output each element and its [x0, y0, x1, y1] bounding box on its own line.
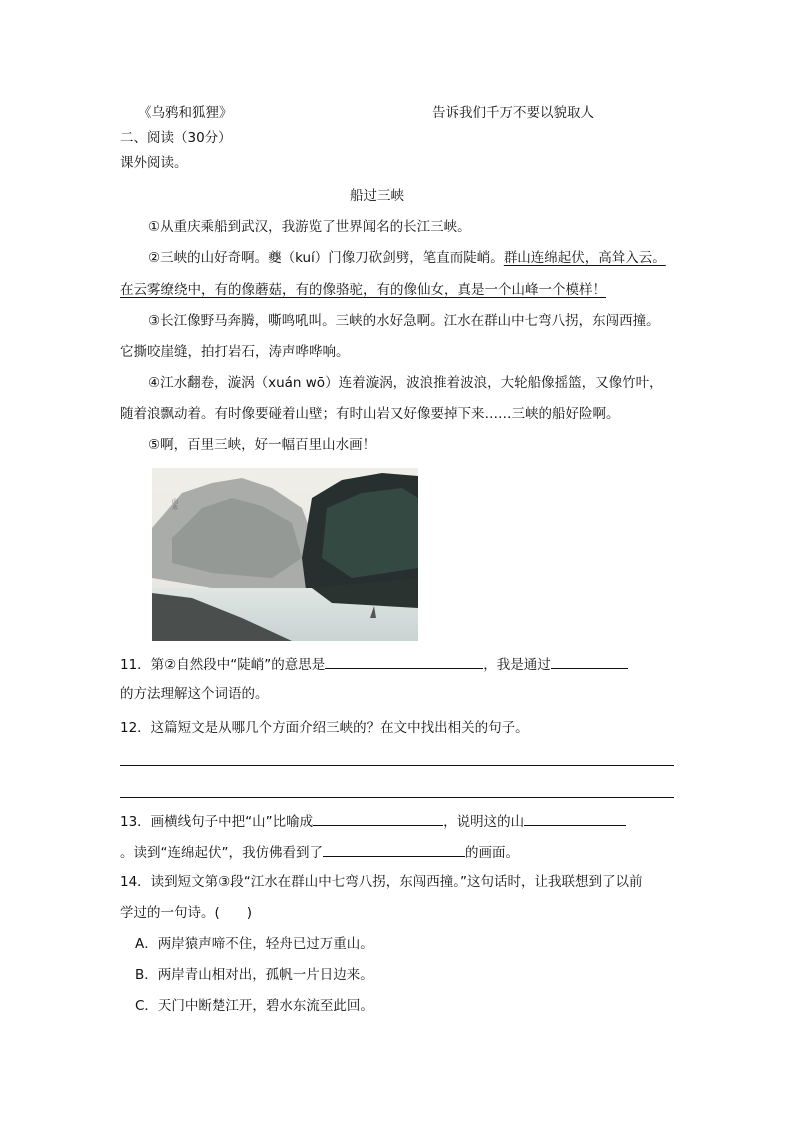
q13-answer-blank-3[interactable]: [323, 842, 465, 857]
paragraph-3-line-2: 它撕咬崖缝，拍打岩石，涛声哗哗响。: [120, 344, 350, 360]
svg-text:山水: 山水: [170, 498, 178, 510]
q13-answer-blank-1[interactable]: [313, 811, 443, 826]
q11-answer-blank-1[interactable]: [325, 654, 483, 669]
option-a[interactable]: A．两岸猿声啼不住，轻舟已过万重山。: [135, 936, 374, 952]
q11-text-b: ，我是通过: [483, 657, 551, 673]
q11-text-a: 11．第②自然段中“陡峭”的意思是: [120, 657, 326, 673]
three-gorges-painting: [152, 468, 418, 641]
article-title: 船过三峡: [350, 188, 404, 204]
answer-right: 告诉我们千万不要以貌取人: [432, 105, 594, 121]
q11-answer-blank-2[interactable]: [551, 654, 628, 669]
paragraph-1: ①从重庆乘船到武汉，我游览了世界闻名的长江三峡。: [148, 219, 471, 235]
p2-underlined-b: 在云雾缭绕中，有的像蘑菇，有的像骆驼，有的像仙女，真是一个山峰一个模样！: [120, 282, 606, 298]
paragraph-4-line-2: 随着浪飘动着。有时像要碰着山壁；有时山岩又好像要掉下来……三峡的船好险啊。: [120, 406, 620, 422]
p2-underlined-a: 群山连绵起伏，高耸入云。: [503, 250, 666, 266]
question-11-line-2: 的方法理解这个词语的。: [120, 686, 269, 702]
q13-text-c: 。读到“连绵起伏”，我仿佛看到了: [120, 845, 323, 861]
q12-answer-line-1[interactable]: [120, 765, 674, 766]
question-13-line-1: [120, 811, 626, 831]
p2-plain: ②三峡的山好奇啊。夔（kuí）门像刀砍剑劈，笔直而陡峭。: [148, 250, 504, 266]
q13-text-d: 的画面。: [465, 845, 519, 861]
question-14-line-2: 学过的一句诗。( ): [120, 905, 253, 921]
q13-answer-blank-2[interactable]: [524, 811, 626, 826]
section-title: 二、阅读（30分）: [120, 130, 232, 146]
question-13-line-2: [120, 842, 519, 862]
question-11-line-1: [120, 654, 628, 674]
paragraph-2-line-1: [148, 249, 666, 267]
option-b[interactable]: B．两岸青山相对出，孤帆一片日边来。: [135, 967, 374, 983]
paragraph-5: ⑤啊，百里三峡，好一幅百里山水画！: [148, 437, 377, 453]
question-12: 12．这篇短文是从哪几个方面介绍三峡的？在文中找出相关的句子。: [120, 720, 529, 736]
answer-left: 《乌鸦和狐狸》: [138, 105, 233, 121]
paragraph-4-line-1: ④江水翻卷，漩涡（xuán wō）连着漩涡，波浪推着波浪，大轮船像摇篮，又像竹叶，: [148, 375, 663, 391]
question-14-line-1: 14．读到短文第③段“江水在群山中七弯八拐，东闯西撞。”这句话时，让我联想到了以前: [120, 874, 643, 890]
section-subtitle: 课外阅读。: [120, 155, 188, 171]
q13-text-b: ，说明这的山: [443, 814, 525, 830]
option-c[interactable]: C．天门中断楚江开，碧水东流至此回。: [135, 998, 374, 1014]
q12-answer-line-2[interactable]: [120, 797, 674, 798]
q13-text-a: 13．画横线句子中把“山”比喻成: [120, 814, 314, 830]
paragraph-3-line-1: ③长江像野马奔腾，嘶鸣吼叫。三峡的水好急啊。江水在群山中七弯八拐，东闯西撞。: [148, 313, 660, 329]
